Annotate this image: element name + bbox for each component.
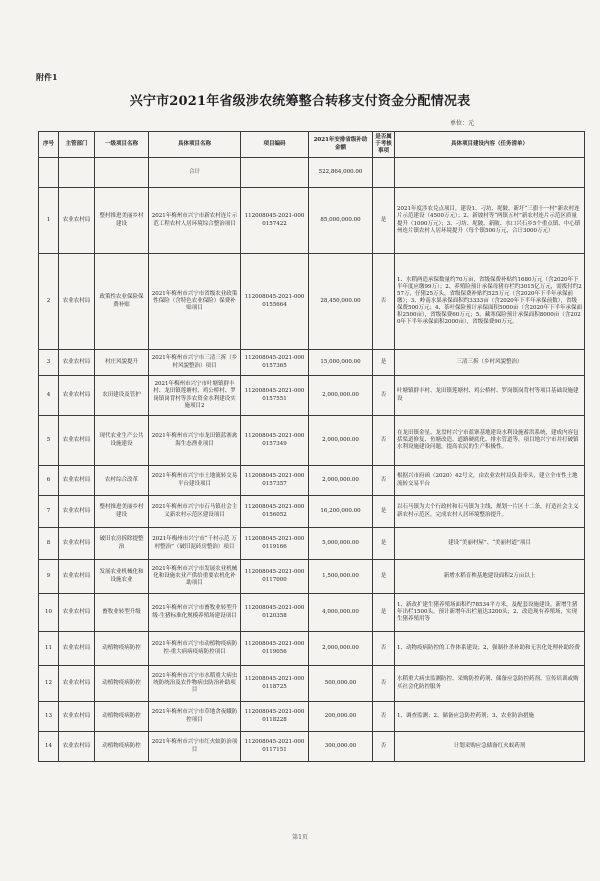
- row-assess: 否: [373, 416, 395, 466]
- row-level1-name: 破旧农房拆除提整治: [95, 528, 149, 560]
- table-row: [39, 560, 585, 594]
- row-assess: 否: [373, 466, 395, 496]
- row-number: 7: [39, 496, 59, 528]
- row-project-name: 2021年梅州市兴宁市发展农业机械化和设施农业产供给重要农机化补助项目: [149, 560, 241, 594]
- row-project-name: 2021年梅州市兴宁市省级农业政策性保险（含特色农业保险）保费补贴项目: [149, 254, 241, 350]
- row-dept: 农业农村局: [59, 416, 95, 466]
- row-content: 建设“美丽村屋”、“美丽村道”项目: [395, 528, 585, 560]
- row-number: 4: [39, 376, 59, 416]
- row-assess: 否: [373, 732, 395, 762]
- row-project-code: 112008045-2021-0000157349: [241, 416, 309, 466]
- row-project-name: 2021年梅州市兴宁市“千村示范 万村整治”（破旧泥砖房整治）项目: [149, 528, 241, 560]
- row-dept: 农业农村局: [59, 254, 95, 350]
- row-number: 6: [39, 466, 59, 496]
- row-level1-name: 农村综合改革: [95, 466, 149, 496]
- row-amount: 85,000,000.00: [309, 188, 373, 254]
- row-dept: 农业农村局: [59, 188, 95, 254]
- row-content: 叶塘镇群丰村、龙田镇莲塘村、鸡公桥村、罗岗镇岗背村等项目基础设施建设: [395, 376, 585, 416]
- row-project-code: 112008045-2021-0000156052: [241, 496, 309, 528]
- header-cell: 一级项目名称: [95, 132, 149, 158]
- row-amount: 2,000,000.00: [309, 376, 373, 416]
- header-cell: 是否属于考核事项: [373, 132, 395, 158]
- row-dept: 农业农村局: [59, 528, 95, 560]
- row-assess: 是: [373, 560, 395, 594]
- total-label: 合计: [149, 158, 241, 188]
- annex-label: 附件1: [36, 72, 58, 82]
- row-content: 三清三拆（乡村风貌整治）: [395, 350, 585, 376]
- row-dept: 农业农村局: [59, 560, 95, 594]
- row-level1-name: 政策性农业保险保费补贴: [95, 254, 149, 350]
- row-level1-name: 动植物疫病防控: [95, 732, 149, 762]
- table-row: [39, 350, 585, 376]
- row-project-code: 112008045-2021-0000117000: [241, 560, 309, 594]
- row-project-name: 2021年梅州市兴宁市龙田镇蓝寨禽海生态渔业项目: [149, 416, 241, 466]
- row-assess: 否: [373, 666, 395, 702]
- row-number: 2: [39, 254, 59, 350]
- row-level1-name: 动植物疫病防控: [95, 702, 149, 732]
- row-assess: 是: [373, 188, 395, 254]
- row-amount: 2,000,000.00: [309, 416, 373, 466]
- table-row: [39, 376, 585, 416]
- row-content: 1、动物疫病防控的工作体系建设；2、强制扑杀补助和无害化处理补助经费: [395, 632, 585, 666]
- row-amount: 2,000,000.00: [309, 632, 373, 666]
- row-dept: 农业农村局: [59, 496, 95, 528]
- row-assess: 否: [373, 632, 395, 666]
- row-content: 根据兴市府函（2020）42号文，由农业农村局负责牵头，建立全市性土地流转交易平台: [395, 466, 585, 496]
- row-dept: 农业农村局: [59, 594, 95, 632]
- row-number: 12: [39, 666, 59, 702]
- row-project-code: 112008045-2021-0000118725: [241, 666, 309, 702]
- row-number: 10: [39, 594, 59, 632]
- row-content: 1、调查监测；2、储备应急防控药剂；3、农业防治措施: [395, 702, 585, 732]
- row-content: 1、水稻两造承保数量约70万亩，省级保费补贴约1680万元（含2020年下半年度应缴99万）；2、养殖险预计承保母猪存栏约3015亿万元，需拨付约257万，仔猪25万头，省级保费补贴约525万元（含2020年下半年承保前缴）；3、岭南水果承保面积约3333亩（含2020年下半年承保前数），省级保费500万元；4、茶叶保险预计承保面积5000亩（含2020年下半年承保面积2500亩），省级保费60万元；5、藏寒保险预计承保面积8000亩（含2020年下半年承保面积2000亩），省级保费90万元。: [395, 254, 585, 350]
- row-project-code: 112008045-2021-0000157365: [241, 350, 309, 376]
- table-row: [39, 528, 585, 560]
- row-level1-name: 现代农业生产公共设施建设: [95, 416, 149, 466]
- header-cell: 具体项目名称: [149, 132, 241, 158]
- header-row: [39, 132, 585, 158]
- header-cell: 具体项目建设内容（任务清单）: [395, 132, 585, 158]
- row-amount: 2,000,000.00: [309, 466, 373, 496]
- row-dept: 农业农村局: [59, 350, 95, 376]
- row-content: 水稻重大病虫监测防控、采购防控药剂、储备应急防控药剂、宣传培训或购买社会化防控服务: [395, 666, 585, 702]
- row-level1-name: 动植物疫病防控: [95, 666, 149, 702]
- allocation-table: [38, 131, 585, 762]
- row-assess: 否: [373, 254, 395, 350]
- table-row: [39, 632, 585, 666]
- row-content: 以石马镇为大个行政村和石马镇为主线，规划一片区十二条，打造社会主义新农村示范区，完成农村人居环境整治提升。: [395, 496, 585, 528]
- row-level1-name: 村庄风貌提升: [95, 350, 149, 376]
- table-row: [39, 732, 585, 762]
- row-content: 计划采购应急储备红火蚁药剂: [395, 732, 585, 762]
- row-content: 1、新改扩建生猪养殖场面积约78534平方米，及配套设施建设。新增生猪年出栏1500头，预计新增年出栏量达3200头；2、改造现有养殖场，实现生猪养殖用等: [395, 594, 585, 632]
- total-row: [39, 158, 585, 188]
- row-content: 在龙田镇金星、龙盘村兴宁市蓝寨基地建设水利设施蓄洪系统，建成内容包括渠道修复、鱼塘改造、道路硬底化、排水管道等，项目地兴宁市并打破镇水利设施建设问题，提高农民的生产积极性。: [395, 416, 585, 466]
- table-row: [39, 254, 585, 350]
- total-amount: 522,864,000.00: [309, 158, 373, 188]
- table-row: [39, 666, 585, 702]
- row-amount: 200,000.00: [309, 702, 373, 732]
- header-cell: 项目编码: [241, 132, 309, 158]
- row-project-code: 112008045-2021-0000157422: [241, 188, 309, 254]
- row-assess: 否: [373, 376, 395, 416]
- unit-label: 单位：元: [450, 120, 475, 127]
- row-amount: 500,000.00: [309, 666, 373, 702]
- row-level1-name: 整村推进美丽乡村建设: [95, 496, 149, 528]
- header-cell: 主管部门: [59, 132, 95, 158]
- row-project-name: 2021年梅州市兴宁市动植物疫病防控-重大病病疫病防控项目: [149, 632, 241, 666]
- row-project-name: 2021年梅州市兴宁市红火蚁防治项目: [149, 732, 241, 762]
- row-content: 新增水稻育秧基地建设面积2万亩以上: [395, 560, 585, 594]
- row-assess: 是: [373, 528, 395, 560]
- table-row: [39, 466, 585, 496]
- row-project-code: 112008045-2021-0000119056: [241, 632, 309, 666]
- row-amount: 5,000,000.00: [309, 528, 373, 560]
- row-number: 13: [39, 702, 59, 732]
- row-number: 5: [39, 416, 59, 466]
- row-project-code: 112008045-2021-0000157551: [241, 376, 309, 416]
- row-project-code: 112008045-2021-0000118228: [241, 702, 309, 732]
- table-row: [39, 496, 585, 528]
- row-amount: 16,200,000.00: [309, 496, 373, 528]
- row-amount: 15,000,000.00: [309, 350, 373, 376]
- row-dept: 农业农村局: [59, 466, 95, 496]
- row-dept: 农业农村局: [59, 632, 95, 666]
- row-amount: 28,450,000.00: [309, 254, 373, 350]
- row-number: 1: [39, 188, 59, 254]
- row-content: 2021年度涉农兑点项目，建设1、刁坊、坭陂、新圩“三旗十一村”新农村连片示范建设（4500万元）；2、新坡村等“两镇五村”新农村连片示范区质量提升（1000万元）；3、刁坊、坭陂、新陂、水口兴石乡5个重点镇、中心镇州连片镇农村人居环境提升（每个镇500万元，合计3000万元）: [395, 188, 585, 254]
- table-row: [39, 416, 585, 466]
- row-project-code: 112008045-2021-0000155664: [241, 254, 309, 350]
- row-dept: 农业农村局: [59, 702, 95, 732]
- row-project-name: 2021年梅州市兴宁市三清三拆（乡村风貌整治）项目: [149, 350, 241, 376]
- row-dept: 农业农村局: [59, 376, 95, 416]
- row-dept: 农业农村局: [59, 666, 95, 702]
- header-cell: 序号: [39, 132, 59, 158]
- row-project-name: 2021年梅州市兴宁市草地贪夜蛾防控项目: [149, 702, 241, 732]
- row-project-code: 112008045-2021-0000157357: [241, 466, 309, 496]
- row-project-name: 2021年梅州市兴宁市叶塘镇群丰村、龙田镇莲塘村、鸡公桥村、罗岗镇岗背村等涉农资金水利建设实施项目2: [149, 376, 241, 416]
- document-title: 兴宁市2021年省级涉农统筹整合转移支付资金分配情况表: [129, 94, 471, 109]
- row-assess: 是: [373, 350, 395, 376]
- row-level1-name: 整村推进美丽乡村建设: [95, 188, 149, 254]
- row-number: 11: [39, 632, 59, 666]
- table-row: [39, 188, 585, 254]
- row-amount: 4,000,000.00: [309, 594, 373, 632]
- row-project-code: 112008045-2021-0000117151: [241, 732, 309, 762]
- row-project-name: 2021年梅州市兴宁市畜牧业转型升级-生猪标准化规模养殖场建设项目: [149, 594, 241, 632]
- row-project-name: 2021年梅州市兴宁市新农村连片示范工程农村人居环境综合整治项目: [149, 188, 241, 254]
- row-level1-name: 农田建设及管护: [95, 376, 149, 416]
- row-number: 8: [39, 528, 59, 560]
- row-assess: 是: [373, 594, 395, 632]
- page-number: 第1页: [292, 834, 308, 841]
- row-project-name: 2021年梅州市兴宁市水稻重大病虫统防统治及农作物病虫防治补助项目: [149, 666, 241, 702]
- row-level1-name: 畜牧业转型升级: [95, 594, 149, 632]
- row-dept: 农业农村局: [59, 732, 95, 762]
- row-number: 14: [39, 732, 59, 762]
- row-project-name: 2021年梅州市兴宁市石马镇社会主义新农村示范区建设项目: [149, 496, 241, 528]
- row-assess: 否: [373, 702, 395, 732]
- row-amount: 300,000.00: [309, 732, 373, 762]
- row-level1-name: 发展农业机械化和设施农业: [95, 560, 149, 594]
- row-project-code: 112008045-2021-0000120358: [241, 594, 309, 632]
- row-project-name: 2021年梅州市兴宁市土地流转交易平台建设项目: [149, 466, 241, 496]
- row-project-code: 112008045-2021-0000119166: [241, 528, 309, 560]
- row-number: 9: [39, 560, 59, 594]
- row-level1-name: 动植物疫病防控: [95, 632, 149, 666]
- header-cell: 2021年安排省级补助金额: [309, 132, 373, 158]
- table-row: [39, 702, 585, 732]
- row-assess: 是: [373, 496, 395, 528]
- table-row: [39, 594, 585, 632]
- row-number: 3: [39, 350, 59, 376]
- row-amount: 1,500,000.00: [309, 560, 373, 594]
